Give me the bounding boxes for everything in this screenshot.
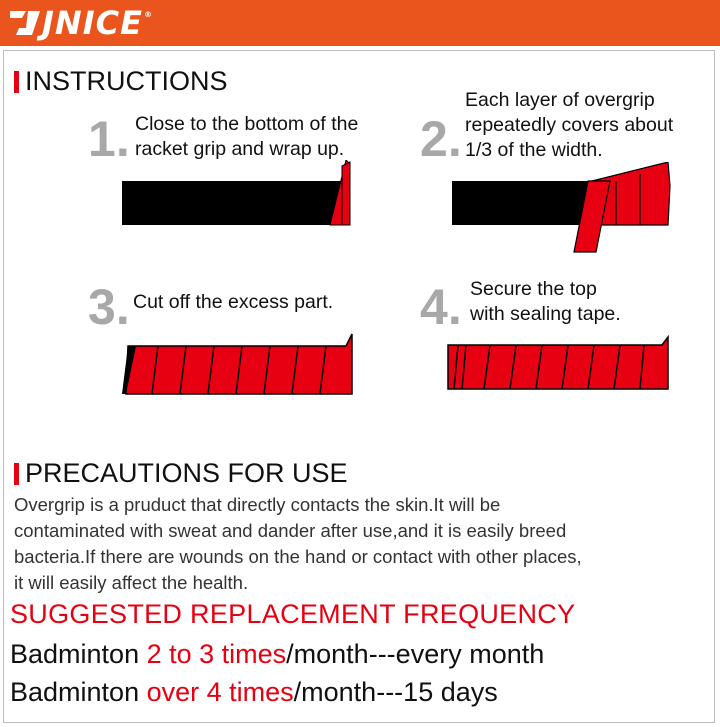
frequency-row-1 bbox=[10, 639, 544, 670]
step-2-line-1: Each layer of overgrip bbox=[465, 89, 655, 111]
frequency-row-1-times: 2 to 3 times bbox=[146, 639, 287, 669]
frequency-row-2 bbox=[10, 677, 498, 708]
step-3-text bbox=[133, 290, 333, 315]
frequency-row-2-times: over 4 times bbox=[146, 677, 294, 707]
brand-header bbox=[0, 0, 720, 46]
step-2-line-3: 1/3 of the width. bbox=[465, 139, 603, 161]
frequency-row-1-rest: /month---every month bbox=[286, 639, 545, 669]
step-1-grip-illustration bbox=[118, 160, 358, 235]
precautions-paragraph bbox=[14, 492, 714, 596]
precautions-title bbox=[14, 460, 348, 487]
step-2-grip-illustration bbox=[450, 162, 690, 258]
instructions-title-text: INSTRUCTIONS bbox=[25, 66, 228, 96]
frequency-row-2-rest: /month---15 days bbox=[293, 677, 498, 707]
step-2-text bbox=[465, 88, 673, 163]
step-3-line-1: Cut off the excess part. bbox=[133, 291, 334, 313]
frequency-row-1-sport: Badminton bbox=[10, 639, 147, 669]
title-marker bbox=[14, 463, 19, 485]
precautions-line-1: Overgrip is a pruduct that directly contacts the skin.It will be bbox=[14, 494, 501, 515]
precautions-line-2: contaminated with sweat and dander after use,and it is easily breed bbox=[14, 520, 567, 541]
precautions-line-3: bacteria.If there are wounds on the hand or contact with other places, bbox=[14, 546, 582, 567]
step-1-number: 1. bbox=[88, 111, 130, 167]
step-3-grip-illustration bbox=[120, 332, 365, 404]
step-1-line-2: racket grip and wrap up. bbox=[135, 138, 345, 160]
brand-logo bbox=[10, 4, 153, 42]
brand-name: JNICE bbox=[42, 4, 143, 42]
precautions-line-4: it will easily affect the health. bbox=[14, 572, 249, 593]
frequency-title: SUGGESTED REPLACEMENT FREQUENCY bbox=[10, 599, 576, 629]
title-marker bbox=[14, 71, 19, 93]
step-1-text bbox=[135, 112, 358, 162]
registered-mark: ® bbox=[143, 10, 153, 19]
step-3-number: 3. bbox=[88, 279, 130, 335]
brand-mark-icon bbox=[10, 9, 40, 37]
step-4-number: 4. bbox=[420, 279, 462, 335]
frequency-row-2-sport: Badminton bbox=[10, 677, 147, 707]
instructions-title bbox=[14, 68, 228, 95]
step-2-line-2: repeatedly covers about bbox=[465, 114, 674, 136]
step-4-line-1: Secure the top bbox=[470, 278, 597, 300]
step-2-number: 2. bbox=[420, 111, 462, 167]
precautions-title-text: PRECAUTIONS FOR USE bbox=[25, 458, 348, 488]
step-4-line-2: with sealing tape. bbox=[470, 303, 621, 325]
step-1-line-1: Close to the bottom of the bbox=[135, 113, 359, 135]
step-4-grip-illustration bbox=[444, 335, 674, 395]
step-4-text bbox=[470, 277, 621, 327]
